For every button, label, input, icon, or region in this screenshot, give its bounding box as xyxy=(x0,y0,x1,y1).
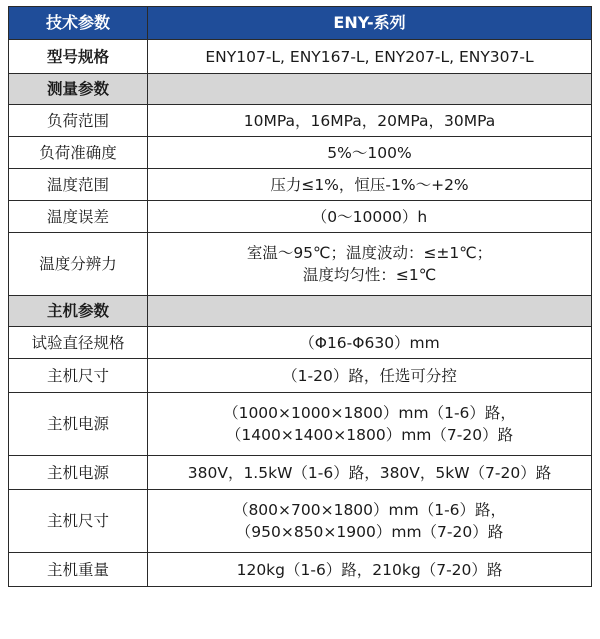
value-line: 5%～100% xyxy=(327,143,412,162)
table-row xyxy=(9,169,592,201)
table-row xyxy=(9,553,592,587)
row-value xyxy=(148,105,592,137)
row-value xyxy=(148,393,592,456)
value-line: 120kg（1-6）路，210kg（7-20）路 xyxy=(236,560,503,579)
measurement-section-row xyxy=(9,74,592,105)
section-fill-cell xyxy=(148,74,592,105)
value-line: 温度均匀性：≤1℃ xyxy=(302,266,437,284)
row-value xyxy=(148,359,592,393)
row-value xyxy=(148,553,592,587)
host-section-row xyxy=(9,296,592,327)
table-row xyxy=(9,359,592,393)
value-line: （1000×1000×1800）mm（1-6）路， xyxy=(223,404,516,422)
row-label: 主机尺寸 xyxy=(9,359,148,393)
row-label: 试验直径规格 xyxy=(9,327,148,359)
row-label: 主机电源 xyxy=(9,456,148,490)
model-value: ENY107-L, ENY167-L, ENY207-L, ENY307-L xyxy=(148,40,592,74)
row-label: 负荷范围 xyxy=(9,105,148,137)
row-value xyxy=(148,169,592,201)
value-line: （1400×1400×1800）mm（7-20）路 xyxy=(225,426,514,444)
table-row xyxy=(9,327,592,359)
value-line: 室温～95℃；温度波动：≤±1℃； xyxy=(246,244,493,262)
row-label: 主机重量 xyxy=(9,553,148,587)
row-label: 温度范围 xyxy=(9,169,148,201)
measurement-section-title: 测量参数 xyxy=(9,74,148,105)
table-row xyxy=(9,456,592,490)
section-fill-cell xyxy=(148,296,592,327)
row-value xyxy=(148,490,592,553)
row-value xyxy=(148,201,592,233)
host-section-title: 主机参数 xyxy=(9,296,148,327)
table-row xyxy=(9,105,592,137)
row-label: 主机尺寸 xyxy=(9,490,148,553)
value-line: 压力≤1%，恒压-1%～+2% xyxy=(270,175,469,194)
row-value xyxy=(148,233,592,296)
row-value xyxy=(148,327,592,359)
row-label: 主机电源 xyxy=(9,393,148,456)
model-label: 型号规格 xyxy=(9,40,148,74)
header-row xyxy=(9,7,592,40)
value-line: （950×850×1900）mm（7-20）路 xyxy=(235,523,504,541)
table-row xyxy=(9,233,592,296)
row-label: 温度分辨力 xyxy=(9,233,148,296)
value-line: 10MPa，16MPa，20MPa，30MPa xyxy=(243,111,496,130)
value-line: （800×700×1800）mm（1-6）路， xyxy=(232,501,507,519)
table-row xyxy=(9,490,592,553)
value-line: （Φ16-Φ630）mm xyxy=(299,333,440,352)
row-value xyxy=(148,137,592,169)
row-value xyxy=(148,456,592,490)
value-line: 380V，1.5kW（1-6）路，380V，5kW（7-20）路 xyxy=(187,463,552,482)
series-header-cell: ENY-系列 xyxy=(148,7,592,40)
table-row xyxy=(9,137,592,169)
row-label: 温度误差 xyxy=(9,201,148,233)
table-row xyxy=(9,201,592,233)
row-label: 负荷准确度 xyxy=(9,137,148,169)
spec-table xyxy=(8,6,592,587)
model-row xyxy=(9,40,592,74)
value-line: （0～10000）h xyxy=(311,207,428,226)
table-row xyxy=(9,393,592,456)
value-line: （1-20）路，任选可分控 xyxy=(282,366,457,385)
param-header-cell: 技术参数 xyxy=(9,7,148,40)
